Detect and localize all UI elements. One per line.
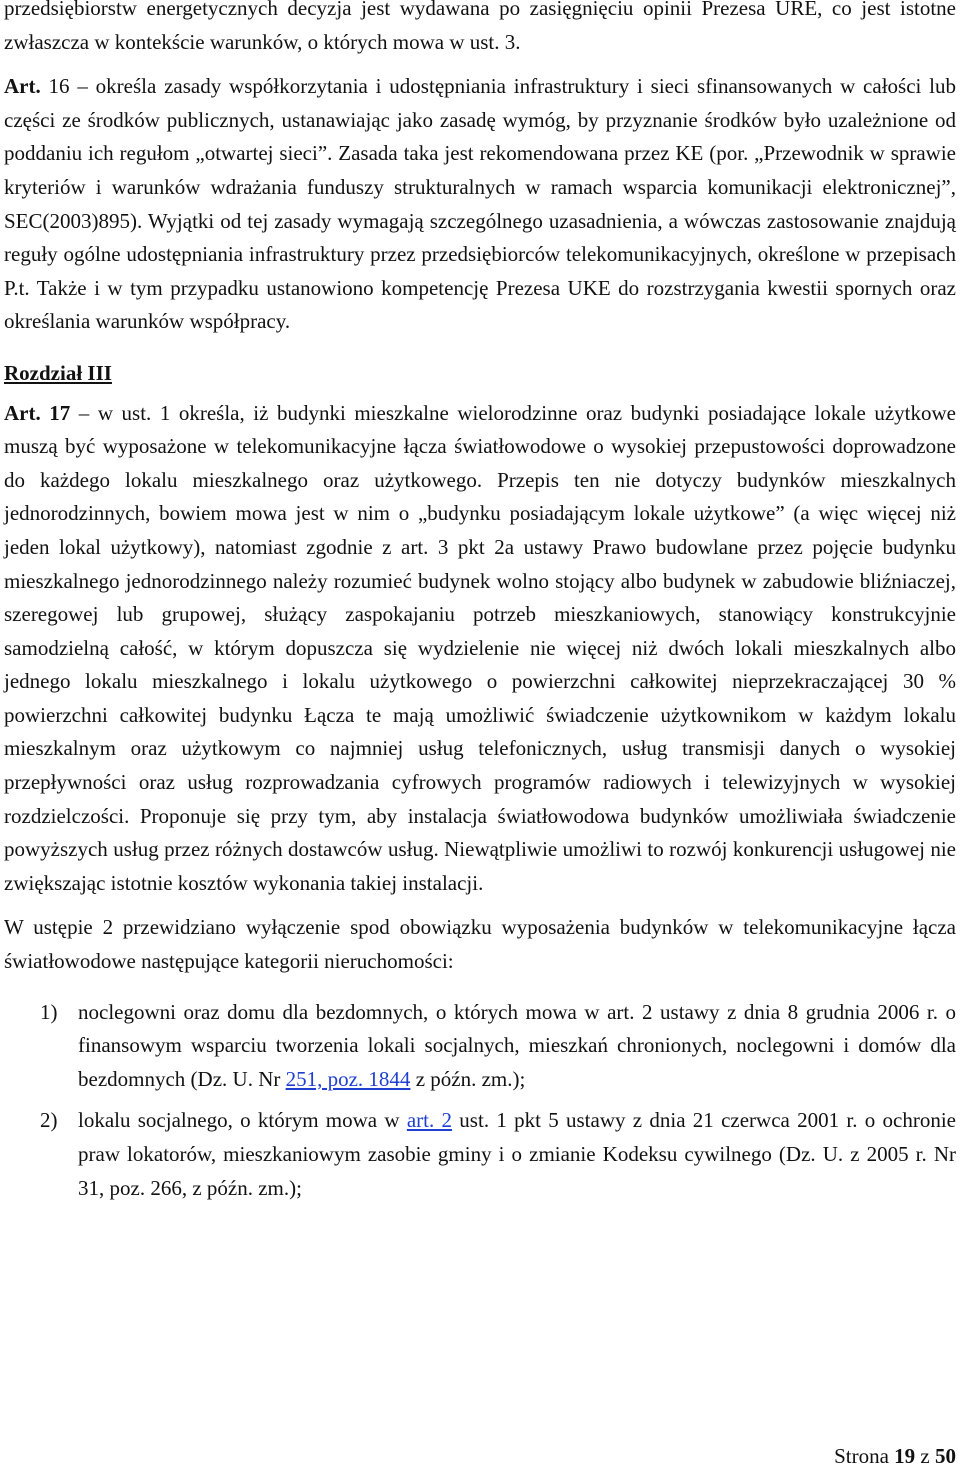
footer-middle: z [915,1444,935,1468]
list-text: noclegowni oraz domu dla bezdomnych, o których mowa w art. 2 ustawy z dnia 8 grudnia 2006 r. o finansowym wsparciu tworzenia lokali socjalnych, mieszkań chronionych, noclegowni i domów dla bezdomnych (Dz. U. Nr [78,999,956,1091]
legal-reference-link[interactable]: 251, poz. 1844 [285,1066,411,1091]
list-item [4,996,956,1097]
list-item [4,1104,956,1205]
list-text: lokalu socjalnego, o którym mowa w [78,1108,407,1133]
page-footer [834,1442,956,1470]
paragraph-art16 [4,70,956,339]
article-text-16: 16 – określa zasady współkorzytania i udostępniania infrastruktury i sieci sfinansowanych w całości lub części ze środków publicznych, ustanawiając jako zasadę wymóg, by przyznanie środków było uzależnione od poddaniu ich regułom „otwartej sieci”. Zasada taka jest rekomendowana przez KE (por. „Przewodnik w sprawie kryteriów i warunków wdrażania funduszy strukturalnych w ramach wsparcia komunikacji elektronicznej”, SEC(2003)895). Wyjątki od tej zasady wymagają szczególnego uzasadnienia, a wówczas zastosowanie znajdują reguły ogólne udostępniania infrastruktury przez przedsiębiorców telekomunikacyjnych, określone w przepisach P.t. Także i w tym przypadku ustanowiono kompetencję Prezesa UKE do rozstrzygania kwestii spornych oraz określania warunków współpracy. [4,74,956,334]
paragraph-intro: przedsiębiorstw energetycznych decyzja jest wydawana po zasięgnięciu opinii Prezesa URE, co jest istotne zwłaszcza w kontekście warunków, o których mowa w ust. 3. [4,0,956,54]
list-number: 1) [40,999,58,1024]
article-label-16: Art. [4,74,41,99]
legal-reference-link[interactable]: art. 2 [406,1108,453,1133]
list-number: 2) [40,1108,58,1133]
page-total: 50 [935,1444,956,1468]
footer-prefix: Strona [834,1444,895,1468]
list-text: z późn. zm.); [410,1066,526,1091]
paragraph-art17 [4,397,956,901]
exclusion-list [4,996,956,1206]
paragraph-exclusions: W ustępie 2 przewidziano wyłączenie spod obowiązku wyposażenia budynków w telekomunikacyjne łącza światłowodowe następujące kategorii nieruchomości: [4,915,956,974]
page-number: 19 [894,1444,916,1468]
article-text-17: – w ust. 1 określa, iż budynki mieszkalne wielorodzinne oraz budynki posiadające lokale użytkowe muszą być wyposażone w telekomunikacyjne łącza światłowodowe o wysokiej przepustowości doprowadzone do każdego lokalu mieszkalnego oraz użytkowego. Przepis ten nie dotyczy budynków mieszkalnych jednorodzinnych, bowiem mowa jest w nim o „budynku posiadającym lokale użytkowe” (a więc więcej niż jeden lokal użytkowy), natomiast zgodnie z art. 3 pkt 2a ustawy Prawo budowlane przez pojęcie budynku mieszkalnego jednorodzinnego należy rozumieć budynek wolno stojący albo budynek w zabudowie bliźniaczej, szeregowej lub grupowej, służący zaspokajaniu potrzeb mieszkaniowych, stanowiący konstrukcyjnie samodzielną całość, w którym dopuszcza się wydzielenie nie więcej niż dwóch lokali mieszkalnych albo jednego lokalu mieszkalnego i lokalu użytkowego o powierzchni całkowitej nieprzekraczającej 30 % powierzchni całkowitej budynku Łącza te mają umożliwić świadczenie użytkownikom w każdym lokalu mieszkalnym oraz użytkowym co najmniej usług telefonicznych, usług transmisji danych o wysokiej przepływności oraz usług rozprowadzania cyfrowych programów radiowych i telewizyjnych w wysokiej rozdzielczości. Proponuje się przy tym, aby instalacja światłowodowa budynków umożliwiała świadczenie powyższych usług przez różnych dostawców usług. Niewątpliwie umożliwi to rozwój konkurencji usługowej nie zwiększając istotnie kosztów wykonania takiej instalacji. [4,400,956,895]
article-label-17: Art. 17 [4,400,71,425]
chapter-heading: Rozdział III [4,360,112,385]
list-text: ust. 1 pkt 5 ustawy z dnia 21 czerwca 2001 r. o ochronie praw lokatorów, mieszkaniowym zasobie gminy i o zmianie Kodeksu cywilnego (Dz. U. z 2005 r. Nr 31, poz. 266, z późn. zm.); [78,1108,956,1200]
